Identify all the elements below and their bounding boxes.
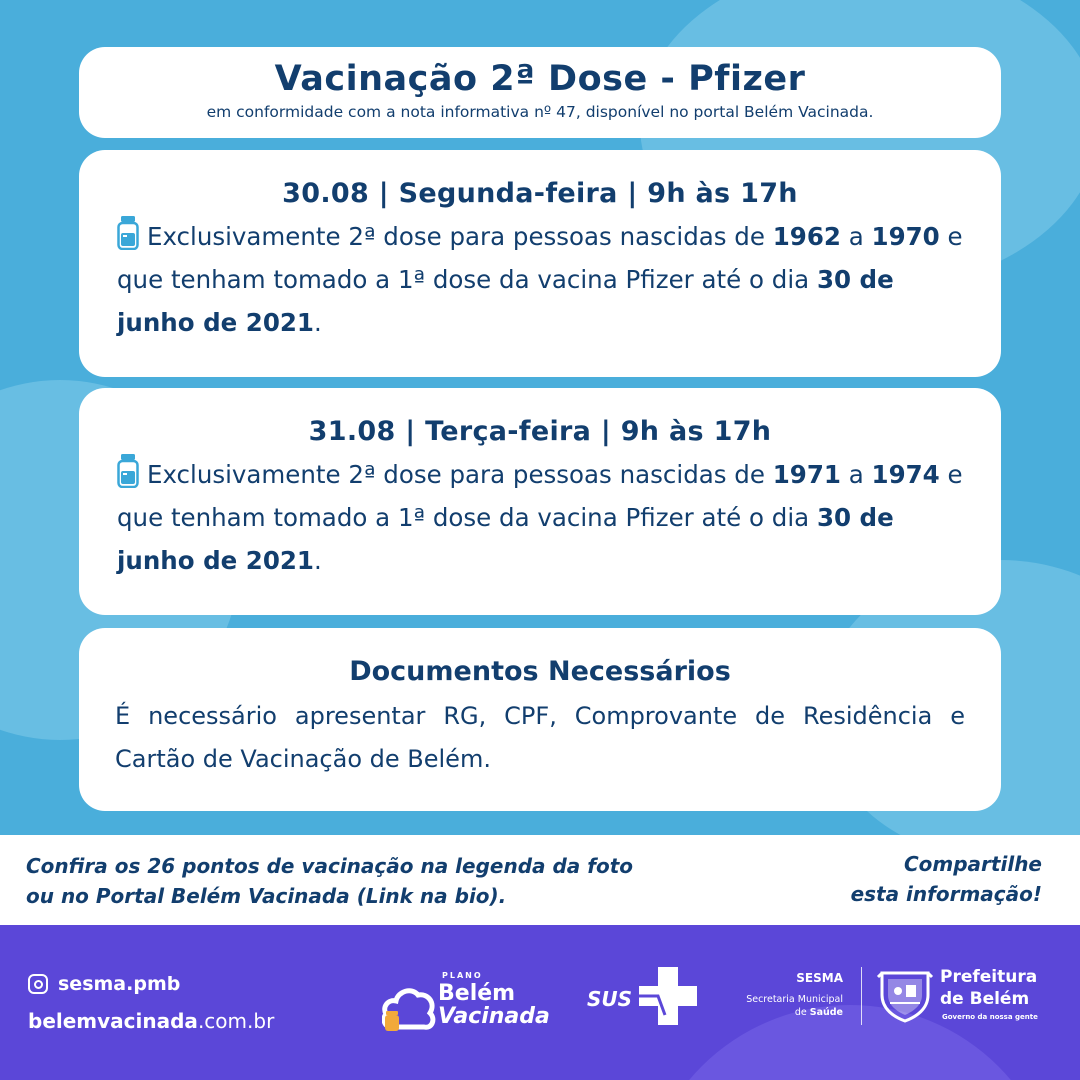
sus-logo: [587, 965, 702, 1027]
schedule-heading: 30.08 | Segunda-feira | 9h às 17h: [282, 178, 798, 209]
info-line: esta informação!: [850, 882, 1042, 906]
text: a: [840, 460, 872, 489]
plano-line2: Vacinada: [438, 1004, 550, 1029]
title-card: [79, 47, 1001, 138]
plano-label: PLANO: [442, 971, 483, 980]
text: .: [313, 308, 322, 337]
pref-slogan: Governo da nossa gente: [942, 1013, 1038, 1021]
info-share: [851, 849, 1042, 909]
sus-cross-logo: [637, 965, 699, 1027]
info-line: Confira os 26 pontos de vacinação na legenda da foto: [26, 854, 633, 878]
text: .: [313, 546, 322, 575]
page-subtitle: em conformidade com a nota informativa nº 47, disponível no portal Belém Vacinada.: [206, 103, 874, 121]
prefeitura-logo: [876, 965, 1056, 1027]
documents-title: Documentos Necessários: [349, 656, 731, 687]
sesma-line: [735, 1006, 843, 1019]
info-line: Compartilhe: [903, 852, 1042, 876]
schedule-description: [117, 215, 963, 344]
website-link[interactable]: [28, 1009, 274, 1033]
year-to: 1974: [871, 460, 940, 489]
info-line: ou no Portal Belém Vacinada (Link na bio).: [26, 884, 507, 908]
footer: [0, 925, 1080, 1080]
site-bold: belemvacinada: [28, 1009, 198, 1033]
vaccine-vial-icon: [117, 216, 139, 250]
site-rest: .com.br: [197, 1009, 275, 1033]
vaccine-vial-icon: [117, 454, 139, 488]
pref-line2: de Belém: [940, 989, 1030, 1009]
city-crest-logo: [876, 965, 934, 1023]
plano-line1: Belém: [438, 981, 516, 1006]
sesma-text-bold: Saúde: [809, 1007, 843, 1018]
sus-text: SUS: [587, 987, 633, 1011]
year-from: 1962: [772, 222, 841, 251]
cloud-vial-logo: [382, 983, 436, 1033]
sesma-title: SESMA: [796, 971, 843, 985]
instagram-text: sesma.pmb: [58, 973, 181, 995]
schedule-description: [117, 453, 963, 582]
schedule-card-1: [79, 150, 1001, 377]
instagram-icon: [28, 974, 48, 994]
text: Exclusivamente 2ª dose para pessoas nascidas de: [147, 222, 773, 251]
documents-card: [79, 628, 1001, 811]
year-to: 1970: [871, 222, 940, 251]
plano-belem-vacinada-logo: [382, 969, 562, 1039]
schedule-card-2: [79, 388, 1001, 615]
date-limit: 30 de junho de 2021: [117, 503, 894, 575]
sesma-subtitle: [735, 993, 843, 1019]
text: a: [840, 222, 872, 251]
date-limit: 30 de junho de 2021: [117, 265, 894, 337]
year-from: 1971: [772, 460, 841, 489]
schedule-heading: 31.08 | Terça-feira | 9h às 17h: [308, 416, 772, 447]
text: e que tenham tomado a 1ª dose da vacina Pfizer até o dia: [117, 460, 963, 532]
sesma-line: Secretaria Municipal: [746, 994, 843, 1005]
info-vaccination-points: [26, 851, 633, 911]
pref-line1: Prefeitura: [940, 967, 1038, 987]
documents-text: É necessário apresentar RG, CPF, Comprovante de Residência e Cartão de Vacinação de Belém.: [115, 702, 965, 773]
instagram-handle[interactable]: [28, 973, 180, 995]
page-title: Vacinação 2ª Dose - Pfizer: [274, 59, 806, 99]
sesma-logo: [735, 971, 843, 1019]
text: Exclusivamente 2ª dose para pessoas nascidas de: [147, 460, 773, 489]
info-strip: [0, 835, 1080, 925]
text: e que tenham tomado a 1ª dose da vacina Pfizer até o dia: [117, 222, 963, 294]
logo-divider: [861, 967, 862, 1025]
sesma-text: de: [794, 1007, 810, 1018]
